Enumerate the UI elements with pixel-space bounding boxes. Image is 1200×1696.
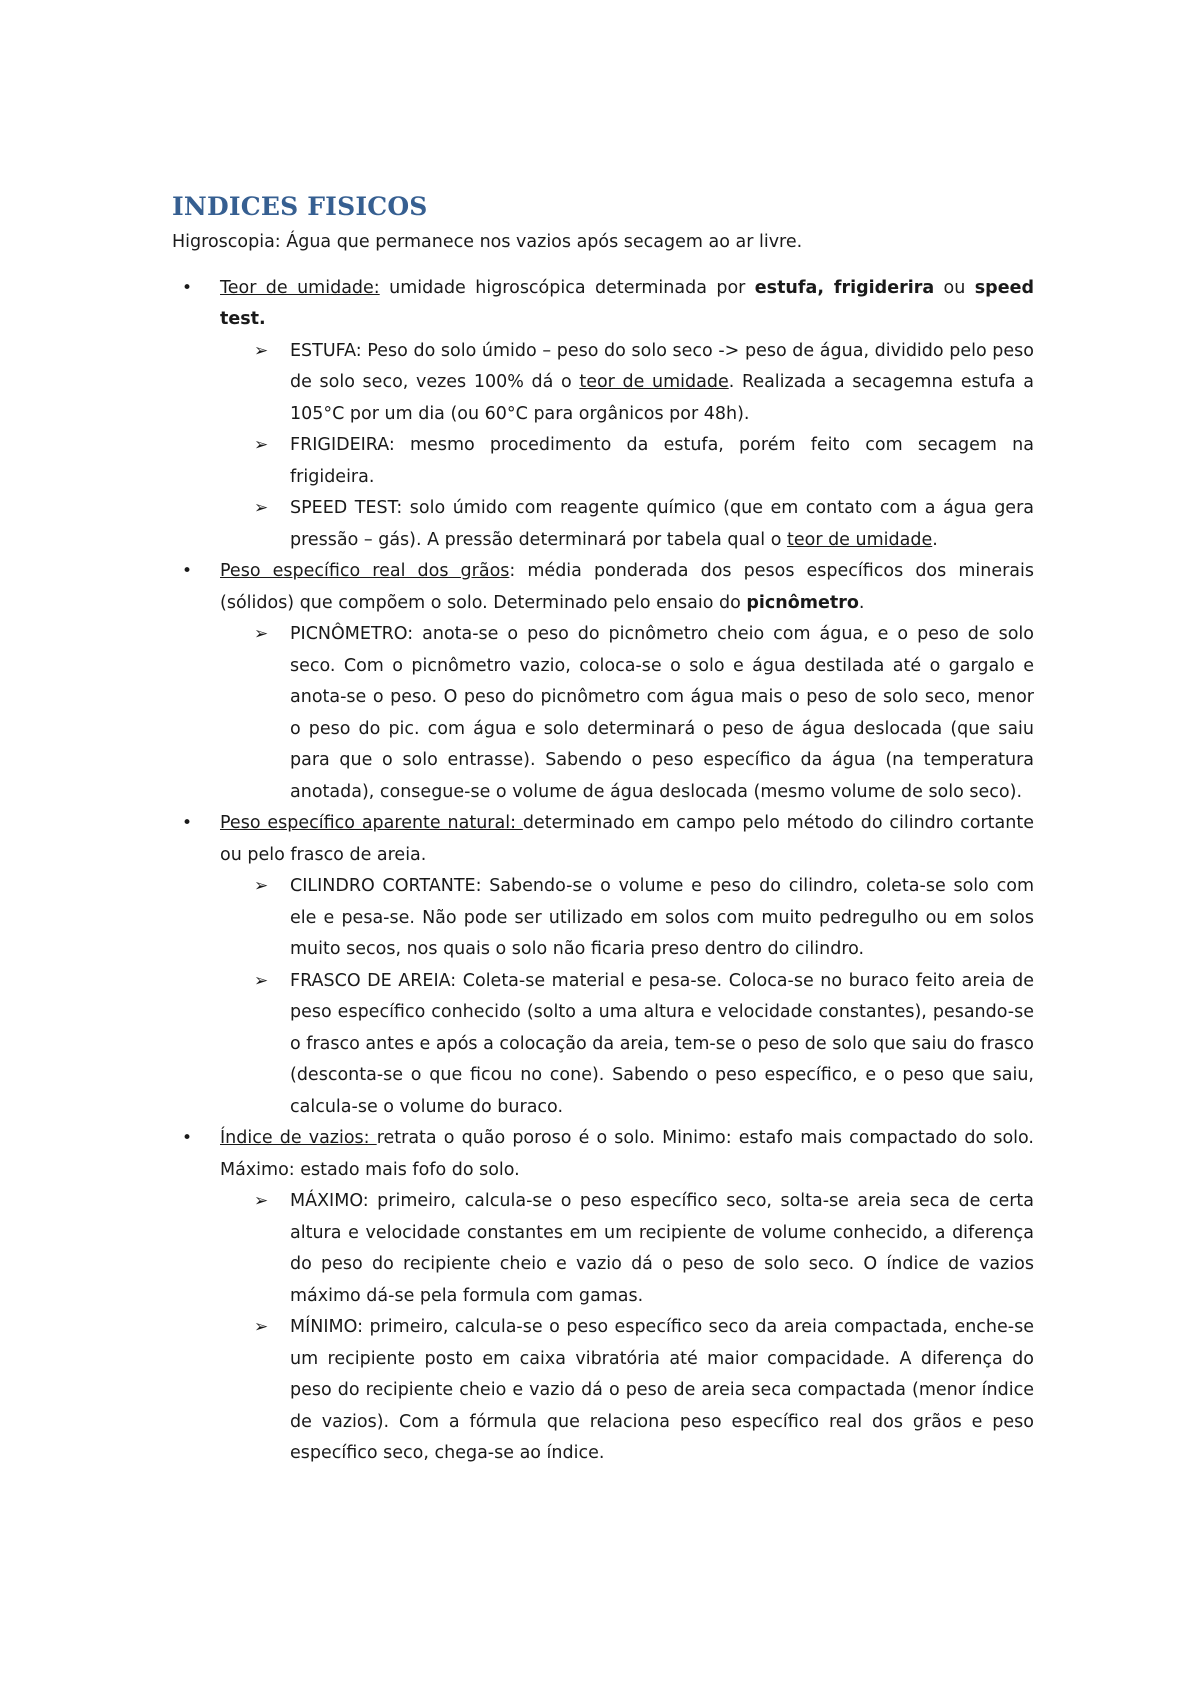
bullet-peso-especifico-aparente (146, 808, 1034, 871)
bullet-icon: • (182, 1128, 193, 1148)
subitem-text: CILINDRO CORTANTE: Sabendo-se o volume e peso do cilindro, coleta-se solo com ele e pesa-se. Não pode ser utilizado em solos com muito pedregulho ou em solos muito secos, nos quais o solo não ficaria preso dentro do cilindro. (290, 876, 1034, 959)
subitem-text: ESTUFA: Peso do solo úmido – peso do solo seco -> peso de água, dividido pelo peso de solo seco, vezes 100% dá o (290, 340, 1034, 392)
bullet-text: umidade higroscópica determinada por (379, 277, 755, 298)
bullet-teor-de-umidade (146, 273, 1034, 336)
arrow-bullet-icon: ➢ (254, 970, 269, 991)
subitem-minimo (146, 1312, 1034, 1470)
intro-paragraph: Higroscopia: Água que permanece nos vazios após secagem ao ar livre. (172, 232, 803, 252)
bullet-heading: Índice de vazios: (220, 1128, 377, 1148)
arrow-bullet-icon: ➢ (254, 1317, 269, 1337)
subitem-picnometro (146, 619, 1034, 808)
subitem-frigideira (146, 430, 1034, 493)
bold-text: picnômetro (746, 592, 859, 613)
bullet-text: ou (934, 277, 975, 298)
bullet-heading: Teor de umidade: (220, 277, 380, 298)
underlined-text: teor de umidade (786, 529, 933, 550)
subitem-maximo (146, 1186, 1034, 1312)
subitem-estufa (146, 336, 1034, 431)
bullet-icon: • (182, 813, 193, 833)
underlined-text: teor de umidade (579, 372, 729, 392)
bullet-text: : média ponderada dos pesos específicos dos minerais (sólidos) que compõem o solo. Determinado pelo ensaio do (220, 561, 1034, 613)
subitem-text: FRASCO DE AREIA: Coleta-se material e pesa-se. Coloca-se no buraco feito areia de peso específico conhecido (solto a uma altura e velocidade constantes), pesando-se o frasco antes e após a colocação da areia, tem-se o peso de solo que saiu do frasco (desconta-se o que ficou no cone). Sabendo o peso específico, e o peso que saiu, calcula-se o volume do buraco. (290, 970, 1034, 1117)
bold-text: estufa, frigiderira (754, 277, 935, 298)
arrow-bullet-icon: ➢ (254, 624, 269, 644)
bullet-icon: • (182, 277, 193, 298)
bullet-indice-de-vazios (146, 1123, 1034, 1186)
bullet-icon: • (182, 561, 193, 581)
document-page (172, 192, 1034, 1470)
bullet-text: determinado em campo pelo método do cilindro cortante ou pelo frasco de areia. (220, 813, 1034, 865)
subitem-text: MÍNIMO: primeiro, calcula-se o peso específico seco da areia compactada, enche-se um recipiente posto em caixa vibratória até maior compacidade. A diferença do peso do recipiente cheio e vazio dá o peso de areia seca compactada (menor índice de vazios). Com a fórmula que relaciona peso específico real dos grãos e peso específico seco, chega-se ao índice. (290, 1317, 1034, 1463)
bullet-heading: Peso específico aparente natural: (220, 813, 523, 833)
arrow-bullet-icon: ➢ (254, 340, 269, 361)
subitem-text: . Realizada a secagemna estufa a 105°C por um dia (ou 60°C para orgânicos por 48h). (290, 372, 1034, 424)
subitem-cilindro-cortante (146, 871, 1034, 966)
bullet-heading: Peso específico real dos grãos (220, 561, 510, 581)
subitem-text: MÁXIMO: primeiro, calcula-se o peso específico seco, solta-se areia seca de certa altura e velocidade constantes em um recipiente de volume conhecido, a diferença do peso do recipiente cheio e vazio dá o peso de solo seco. O índice de vazios máximo dá-se pela formula com gamas. (290, 1191, 1034, 1306)
subitem-text: SPEED TEST: solo úmido com reagente químico (que em contato com a água gera pressão – gás). A pressão determinará por tabela qual o (290, 498, 1034, 550)
arrow-bullet-icon: ➢ (254, 1191, 269, 1211)
arrow-bullet-icon: ➢ (254, 435, 269, 455)
bullet-peso-especifico-real (146, 556, 1034, 619)
bullet-text: . (858, 592, 865, 613)
arrow-bullet-icon: ➢ (254, 876, 269, 896)
subitem-speed-test (146, 493, 1034, 556)
subitem-text: . (932, 529, 938, 550)
page-title: INDICES FISICOS (172, 192, 428, 221)
subitem-text: PICNÔMETRO: anota-se o peso do picnômetro cheio com água, e o peso de solo seco. Com o picnômetro vazio, coloca-se o solo e água destilada até o gargalo e anota-se o peso. O peso do picnômetro com água mais o peso de solo seco, menor o peso do pic. com água e solo determinará o peso de água deslocada (que saiu para que o solo entrasse). Sabendo o peso específico da água (na temperatura anotada), consegue-se o volume de água deslocada (mesmo volume de solo seco). (290, 624, 1034, 802)
bullet-text: retrata o quão poroso é o solo. Minimo: estafo mais compactado do solo. Máximo: estado mais fofo do solo. (220, 1128, 1034, 1180)
subitem-frasco-de-areia (146, 966, 1034, 1124)
subitem-text: FRIGIDEIRA: mesmo procedimento da estufa, porém feito com secagem na frigideira. (290, 435, 1034, 487)
arrow-bullet-icon: ➢ (254, 498, 269, 518)
bold-text: speed test. (220, 277, 1034, 329)
